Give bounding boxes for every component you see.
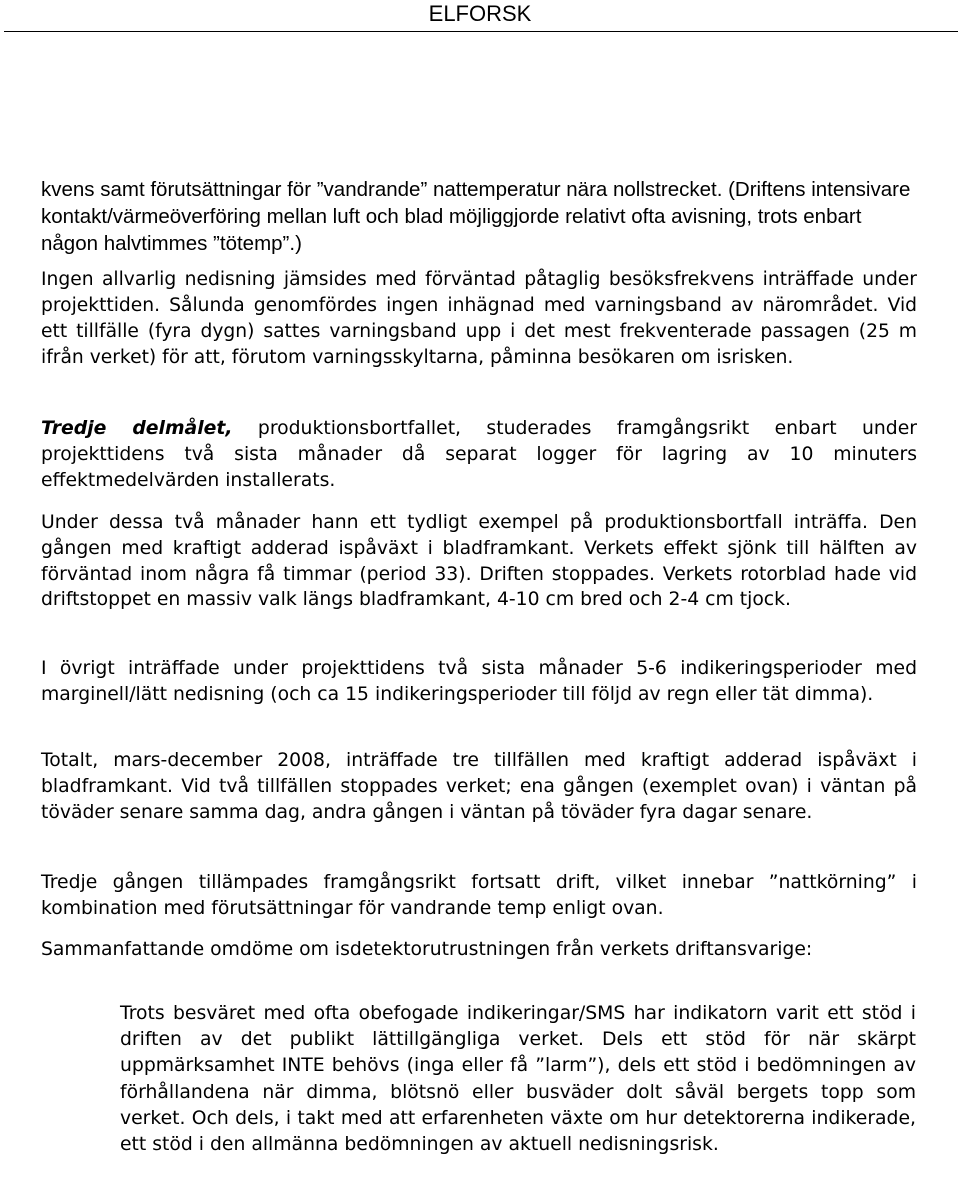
paragraph-5: I övrigt inträffade under projekttidens två sista månader 5-6 indikeringsperioder med marginell/lätt nedisning (och ca 15 indikeringsperioder till följd av regn eller tät dimma). [41, 658, 917, 705]
paragraph-7: Tredje gången tillämpades framgångsrikt fortsatt drift, vilket innebar ”nattkörning” i kombination med förutsättningar för vandrande temp enligt ovan. [41, 872, 917, 919]
header-title: ELFORSK [428, 1, 532, 26]
page-header [0, 0, 960, 32]
paragraph-3-lead: Tredje delmålet, [41, 418, 233, 439]
paragraph-3 [41, 416, 917, 493]
paragraph-1: kvens samt förutsättningar för ”vandrande” nattemperatur nära nollstrecket. (Driftens intensivare kontakt/värmeöverföring mellan luft och blad möjliggjorde relativt ofta avisning, trots enbart någon halvtimmes ”tötemp”.) [41, 178, 911, 255]
paragraph-2: Ingen allvarlig nedisning jämsides med förväntad påtaglig besöksfrekvens inträffade under projekttiden. Sålunda genomfördes ingen inhägnad med varningsband av närområdet. Vid ett tillfälle (fyra dygn) sattes varningsband upp i det mest frekventerade passagen (25 m ifrån verket) för att, förutom varningsskyltarna, påminna besökaren om isrisken. [41, 269, 917, 368]
header-divider [4, 31, 958, 32]
paragraph-3-text: produktionsbortfallet, studerades framgångsrikt enbart under projekttidens två sista månader då separat logger för lagring av 10 minuters effektmedelvärden installerats. [41, 418, 917, 491]
paragraph-6: Totalt, mars-december 2008, inträffade tre tillfällen med kraftigt adderad ispåväxt i bladframkant. Vid två tillfällen stoppades verket; ena gången (exemplet ovan) i väntan på töväder senare samma dag, andra gången i väntan på töväder fyra dagar senare. [41, 750, 917, 823]
paragraph-8: Sammanfattande omdöme om isdetektorutrustningen från verkets driftansvarige: [41, 939, 813, 960]
paragraph-4: Under dessa två månader hann ett tydligt exempel på produktionsbortfall inträffa. Den gången med kraftigt adderad ispåväxt i bladframkant. Verkets effekt sjönk till hälften av förväntad inom några få timmar (period 33). Driften stoppades. Verkets rotorblad hade vid driftstoppet en massiv valk längs bladframkant, 4-10 cm bred och 2-4 cm tjock. [41, 512, 917, 611]
quote-block: Trots besväret med ofta obefogade indikeringar/SMS har indikatorn varit ett stöd i driften av det publikt lättillgängliga verket. Dels ett stöd för när skärpt uppmärksamhet INTE behövs (inga eller få ”larm”), dels ett stöd i bedömningen av förhållandena när dimma, blötsnö eller busväder dolt såväl bergets topp som verket. Och dels, i takt med att erfarenheten växte om hur detektorerna indikerade, ett stöd i den allmänna bedömningen av aktuell nedisningsrisk. [120, 1003, 916, 1156]
